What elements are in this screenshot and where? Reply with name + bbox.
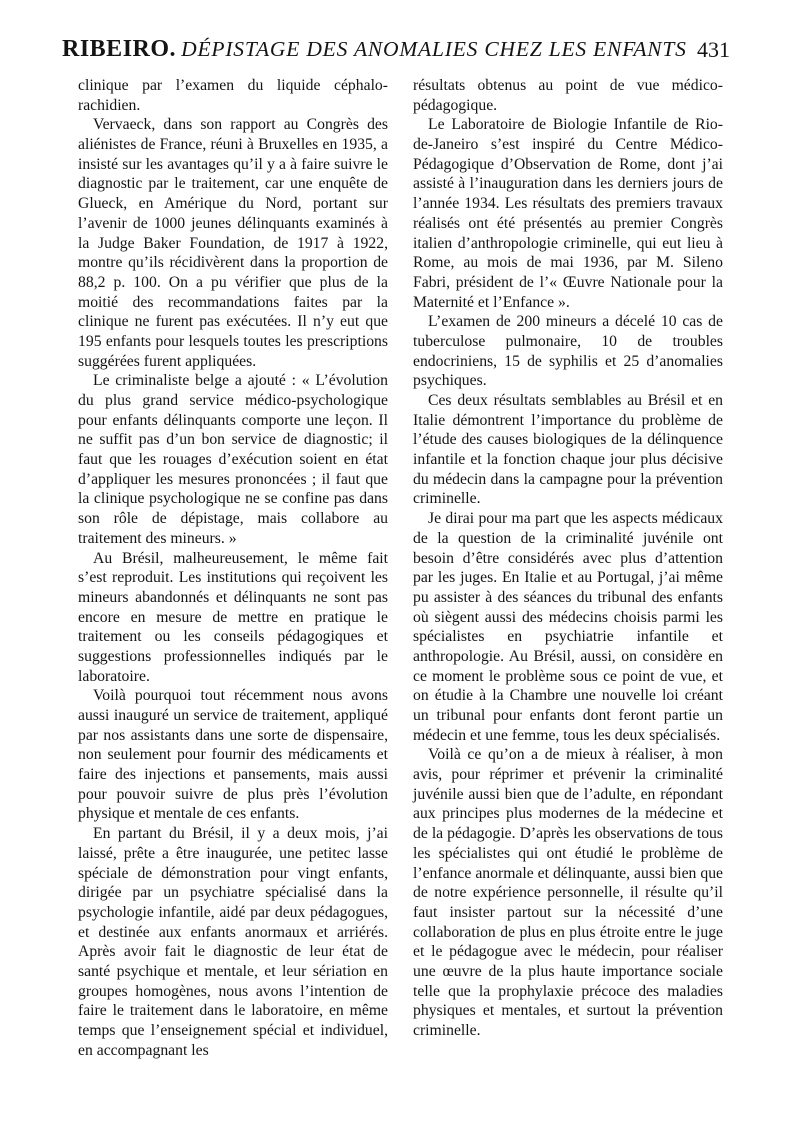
paragraph: résultats obtenus au point de vue médico-pédagogique. (413, 77, 723, 114)
paragraph: Ces deux résultats semblables au Brésil et en Italie démontrent l’importance du problème de l’étude des causes biologiques de la délinquence infantile et la fonction chaque jour plus décisive du médecin dans la campagne pour la prévention criminelle. (413, 392, 723, 508)
paragraph: En partant du Brésil, il y a deux mois, j’ai laissé, prête a être inaugurée, une petitec lasse spéciale de démonstration pour vingt enfants, dirigée par un psychiatre spécialisé dans la psychologie infantile, aidé par deux pédagogues, et destinée aux enfants anormaux et arriérés. Après avoir fait le diagnostic de leur état de santé psychique et mentale, et leur sériation en groupes homogènes, nous avons l’intention de faire le traitement dans le laboratoire, en même temps que l’enseignement spécial et individuel, en accompagnant les (78, 825, 388, 1059)
left-column (78, 76, 388, 1060)
paragraph: Voilà pourquoi tout récemment nous avons aussi inauguré un service de traitement, appliqué par nos assistants dans une sorte de dispensaire, non seulement pour fournir des médicaments et faire des injections et pansements, mais aussi pour pouvoir suivre de plus près l’évolution physique et mentale de ces enfants. (78, 687, 388, 823)
paragraph: Le criminaliste belge a ajouté : « L’évolution du plus grand service médico-psychologique pour enfants délinquants comporte une leçon. Il ne suffit pas d’un bon service de diagnostic; il faut que les rouages d’exécution soient en état d’appliquer les mesures prononcées ; il faut que la clinique psychologique ne se confine pas dans son rôle de dépistage, mais collabore au traitement des mineurs. » (78, 372, 388, 547)
paragraph: Vervaeck, dans son rapport au Congrès des aliénistes de France, réuni à Bruxelles en 1935, a insisté sur les avantages qu’il y a à faire suivre le diagnostic par le traitement, car une enquête de Glueck, en Amérique du Nord, portant sur l’avenir de 1000 jeunes délinquants examinés à la Judge Baker Foundation, de 1917 à 1922, montre qu’ils récidivèrent dans la proportion de 88,2 p. 100. On a pu vérifier que plus de la moitié des recommandations faites par la clinique ne furent pas exécutées. Il n’y eut que 195 enfants pour lesquels toutes les prescriptions suggérées furent appliquées. (78, 116, 388, 370)
paragraph: Le Laboratoire de Biologie Infantile de Rio-de-Janeiro s’est inspiré du Centre Médico-Pédagogique d’Observation de Rome, dont j’ai assisté à l’inauguration dans les derniers jours de l’année 1934. Les résultats des premiers travaux réalisés ont été présentés au premier Congrès italien d’anthropologie criminelle, qui eut lieu à Rome, au mois de mai 1936, par M. Sileno Fabri, président de l’« Œuvre Nationale pour la Maternité et l’Enfance ». (413, 116, 723, 311)
running-header (62, 36, 730, 72)
page-number: 431 (697, 37, 730, 62)
paragraph: Au Brésil, malheureusement, le même fait s’est reproduit. Les institutions qui reçoivent les mineurs abandonnés et délinquants ne sont pas encore en mesure de mettre en pratique le traitement ou les conseils pédagogiques et suggestions professionnelles indiqués par le laboratoire. (78, 549, 388, 685)
paragraph: clinique par l’examen du liquide céphalo-rachidien. (78, 77, 388, 114)
header-title: DÉPISTAGE DES ANOMALIES CHEZ LES ENFANTS (181, 37, 687, 61)
paragraph: Je dirai pour ma part que les aspects médicaux de la question de la criminalité juvénile ont besoin d’être considérés avec plus d’attention par les juges. En Italie et au Portugal, j’ai même pu assister à des séances du tribunal des enfants où siègent aussi des médecins choisis parmi les spécialistes en psychiatrie infantile et anthropologie. Au Brésil, aussi, on considère en ce moment le problème sous ce point de vue, et on étudie à la Chambre une nouvelle loi créant un tribunal pour enfants dont feront partie un médecin et une femme, tous les deux spécialisés. (413, 510, 723, 744)
paragraph: L’examen de 200 mineurs a décelé 10 cas de tuberculose pulmonaire, 10 de troubles endocriniens, 15 de syphilis et 25 d’anomalies psychiques. (413, 313, 723, 390)
header-author: RIBEIRO. (62, 36, 177, 62)
right-column (413, 76, 723, 1041)
paragraph: Voilà ce qu’on a de mieux à réaliser, à mon avis, pour réprimer et prévenir la criminalité juvénile aussi bien que de l’adulte, en répondant aux principes plus modernes de la médecine et de la pédagogie. D’après les observations de tous les spécialistes qui ont étudié le problème de l’enfance anormale et délinquante, aussi bien que de notre expérience personnelle, il résulte qu’il faut insister partout sur la nécessité d’une collaboration de plus en plus étroite entre le juge et le pédagogue avec le médecin, pour réaliser une œuvre de la plus haute importance sociale telle que la prophylaxie précoce des maladies physiques et mentales, et surtout la prévention criminelle. (413, 746, 723, 1039)
